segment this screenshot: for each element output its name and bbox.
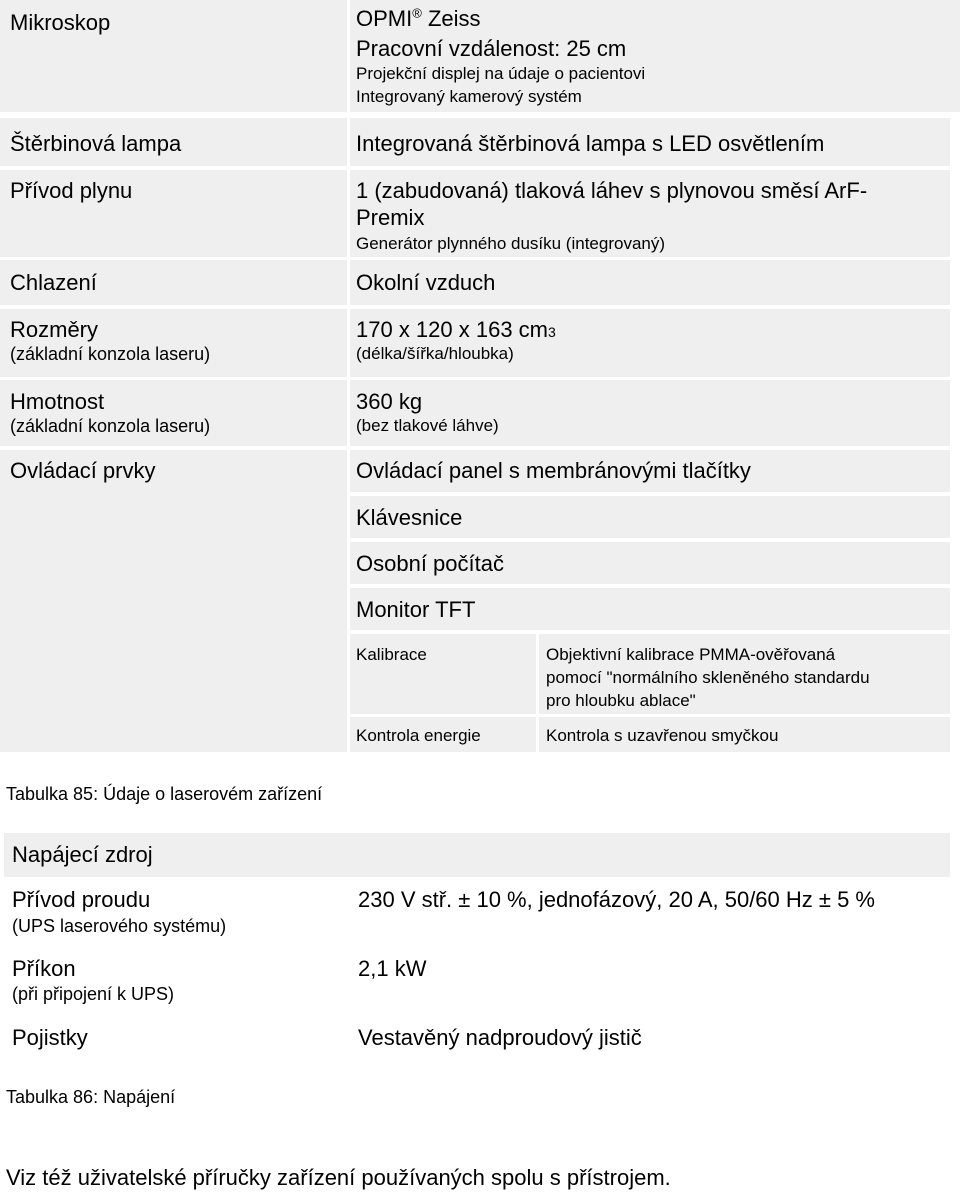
microscope-model-name: OPMI bbox=[356, 6, 413, 31]
dimensions-unit-exponent: 3 bbox=[548, 324, 556, 340]
weight-value: 360 kg bbox=[356, 389, 423, 414]
microscope-display: Projekční displej na údaje o pacientovi bbox=[356, 64, 646, 83]
weight-note: (bez tlakové láhve) bbox=[356, 416, 499, 435]
dimensions-value-text: 170 x 120 x 163 cm bbox=[356, 317, 549, 342]
row-label-microscope: Mikroskop bbox=[10, 10, 111, 35]
slit-lamp-value: Integrovaná štěrbinová lampa s LED osvětlením bbox=[356, 131, 825, 156]
table-85-caption: Tabulka 85: Údaje o laserovém zařízení bbox=[6, 784, 323, 804]
calibration-line-3: pro hloubku ablace" bbox=[546, 691, 696, 710]
table-86-caption: Tabulka 86: Napájení bbox=[6, 1087, 176, 1107]
row-label-gas-supply: Přívod plynu bbox=[10, 178, 133, 203]
label-cell-controls bbox=[0, 450, 347, 752]
energy-control-label: Kontrola energie bbox=[356, 726, 481, 745]
calibration-line-1: Objektivní kalibrace PMMA-ověřovaná bbox=[546, 645, 836, 664]
gas-supply-line-2: Premix bbox=[356, 205, 425, 230]
row-label-controls: Ovládací prvky bbox=[10, 458, 156, 483]
microscope-camera: Integrovaný kamerový systém bbox=[356, 87, 582, 106]
controls-item-4: Monitor TFT bbox=[356, 597, 476, 622]
row-label-cooling: Chlazení bbox=[10, 270, 97, 295]
gas-supply-line-1: 1 (zabudovaná) tlaková láhev s plynovou směsí ArF- bbox=[356, 178, 868, 203]
row-label-weight: Hmotnost bbox=[10, 389, 105, 414]
power-input-value: 230 V stř. ± 10 %, jednofázový, 20 A, 50/60 Hz ± 5 % bbox=[358, 887, 875, 912]
controls-item-1: Ovládací panel s membránovými tlačítky bbox=[356, 458, 751, 483]
controls-item-2: Klávesnice bbox=[356, 505, 463, 530]
row-sublabel-weight: (základní konzola laseru) bbox=[10, 416, 211, 436]
row-label-fuses: Pojistky bbox=[12, 1025, 88, 1050]
row-label-slit-lamp: Štěrbinová lampa bbox=[10, 131, 182, 156]
energy-control-value: Kontrola s uzavřenou smyčkou bbox=[546, 726, 779, 745]
microscope-working-distance: Pracovní vzdálenost: 25 cm bbox=[356, 36, 627, 61]
microscope-brand: Zeiss bbox=[427, 6, 481, 31]
row-label-power-input: Přívod proudu bbox=[12, 887, 151, 912]
cooling-value: Okolní vzduch bbox=[356, 270, 496, 295]
power-header: Napájecí zdroj bbox=[12, 842, 153, 867]
calibration-label: Kalibrace bbox=[356, 645, 427, 664]
footer-note: Viz též uživatelské příručky zařízení používaných spolu s přístrojem. bbox=[6, 1165, 671, 1190]
registered-mark: ® bbox=[412, 5, 422, 21]
dimensions-value bbox=[356, 317, 556, 345]
row-label-power-consumption: Příkon bbox=[12, 956, 76, 981]
gas-supply-line-3: Generátor plynného dusíku (integrovaný) bbox=[356, 234, 666, 253]
row-sublabel-power-consumption: (při připojení k UPS) bbox=[12, 984, 175, 1004]
power-consumption-value: 2,1 kW bbox=[358, 956, 427, 981]
row-label-dimensions: Rozměry bbox=[10, 317, 99, 342]
calibration-line-2: pomocí "normálního skleněného standardu bbox=[546, 668, 870, 687]
row-sublabel-dimensions: (základní konzola laseru) bbox=[10, 344, 211, 364]
fuses-value: Vestavěný nadproudový jistič bbox=[358, 1025, 642, 1050]
controls-item-3: Osobní počítač bbox=[356, 551, 504, 576]
row-sublabel-power-input: (UPS laserového systému) bbox=[12, 916, 227, 936]
dimensions-note: (délka/šířka/hloubka) bbox=[356, 344, 514, 363]
microscope-model bbox=[356, 6, 481, 32]
